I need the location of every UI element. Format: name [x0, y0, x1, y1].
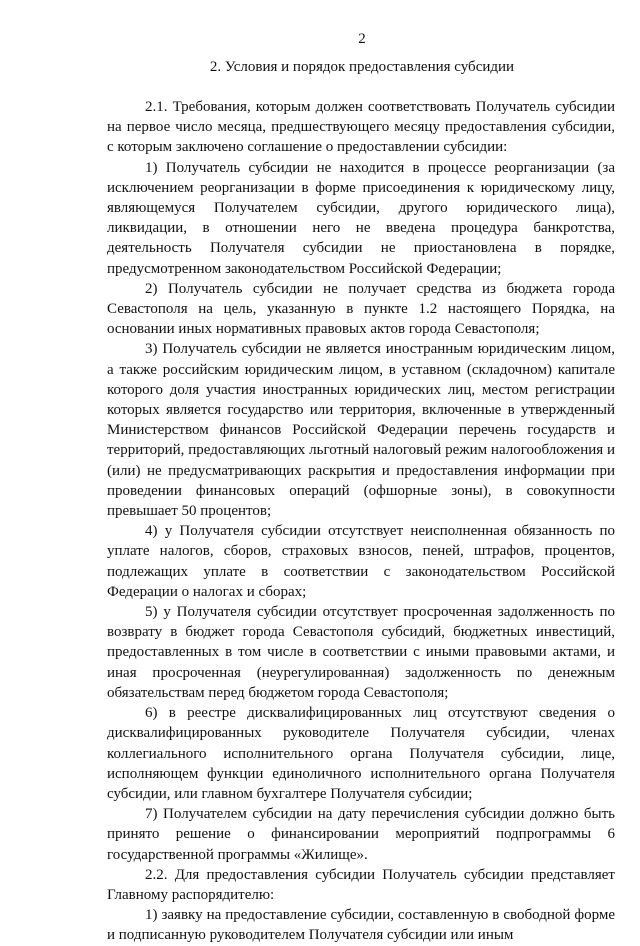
paragraph-item-3: 3) Получатель субсидии не является иностранным юридическим лицом, а также российским юридическим лицом, в уставном (складочном) капитале которого доля участия иностранных юридических лиц, местом регистрации которых является государство или территория, включенные в утвержденный Министерством финансов Российской Федерации перечень государств и территорий, предоставляющих льготный налоговый режим налогообложения и (или) не предусматривающих раскрытия и предоставления информации при проведении финансовых операций (офшорные зоны), в совокупности превышает 50 процентов;	[107, 341, 615, 520]
paragraph-item-4: 4) у Получателя субсидии отсутствует неисполненная обязанность по уплате налогов, сборов, страховых взносов, пеней, штрафов, процентов, подлежащих уплате в соответствии с законодательством Российской Федерации о налогах и сборах;	[107, 523, 615, 600]
paragraph-item-1: 1) Получатель субсидии не находится в процессе реорганизации (за исключением реорганизации в форме присоединения к юридическому лицу, являющемуся Получателем субсидии, другого юридического лица), ликвидации, в отношении него не введена процедура банкротства, деятельность Получателя субсидии не приостановлена в порядке, предусмотренном законодательством Российской Федерации;	[107, 159, 615, 277]
paragraph-item-5: 5) у Получателя субсидии отсутствует просроченная задолженность по возврату в бюджет города Севастополя субсидий, бюджетных инвестиций, предоставленных в том числе в соответствии с иными правовыми актами, и иная просроченная (неурегулированная) задолженность по денежным обязательствам перед бюджетом города Севастополя;	[107, 604, 615, 701]
paragraph-item-7: 7) Получателем субсидии на дату перечисления субсидии должно быть принято решение о финансировании мероприятий подпрограммы 6 государственной программы «Жилище».	[107, 806, 615, 863]
paragraph-2-1: 2.1. Требования, которым должен соответствовать Получатель субсидии на первое число месяца, предшествующего месяцу предоставления субсидии, с которым заключено соглашение о предоставлении субсидии:	[107, 99, 615, 156]
section-title: 2. Условия и порядок предоставления субсидии	[209, 59, 515, 75]
paragraph-item-6: 6) в реестре дисквалифицированных лиц отсутствуют сведения о дисквалифицированных руководителе Получателя субсидии, членах коллегиального исполнительного органа Получателя субсидии, лице, исполняющем функции единоличного исполнительного органа Получателя субсидии, или главном бухгалтере Получателя субсидии;	[107, 705, 615, 802]
document-body	[107, 97, 615, 946]
paragraph-2-2-item-1: 1) заявку на предоставление субсидии, составленную в свободной форме и подписанную руководителем Получателя субсидии или иным	[107, 907, 615, 944]
paragraph-item-2: 2) Получатель субсидии не получает средства из бюджета города Севастополя на цель, указанную в пункте 1.2 настоящего Порядка, на основании иных нормативных правовых актов города Севастополя;	[107, 280, 615, 338]
paragraph-2-2: 2.2. Для предоставления субсидии Получатель субсидии представляет Главному распорядителю:	[107, 866, 615, 903]
page-number: 2	[358, 31, 366, 47]
